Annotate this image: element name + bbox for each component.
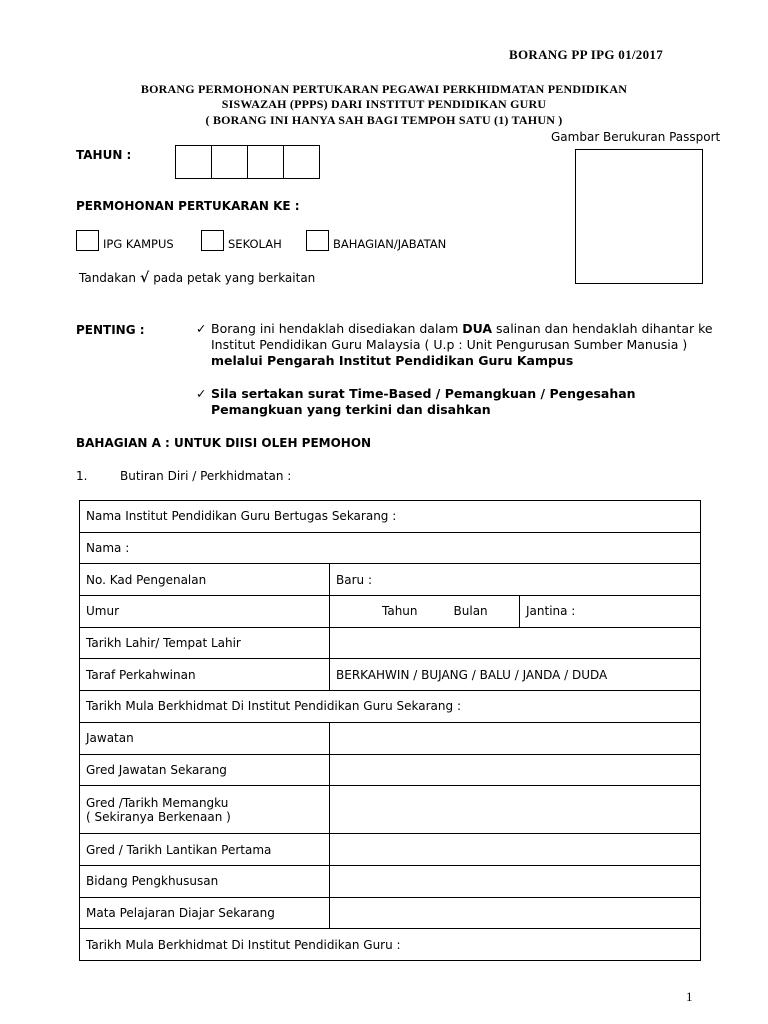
check-mark-icon: ✓	[196, 321, 207, 336]
current-ipg-field[interactable]: Nama Institut Pendidikan Guru Bertugas Sekarang :	[80, 501, 701, 533]
option-label: IPG KAMPUS	[103, 237, 174, 251]
ic-new-field[interactable]: Baru :	[330, 564, 701, 596]
transfer-destination-label: PERMOHONAN PERTUKARAN KE :	[76, 199, 300, 213]
table-row	[80, 691, 701, 723]
subject-taught-label: Mata Pelajaran Diajar Sekarang	[80, 897, 330, 929]
important-note-1	[196, 321, 716, 369]
table-row	[80, 834, 701, 866]
tick-mark-icon: √	[139, 270, 150, 286]
form-title-line-1: BORANG PERMOHONAN PERTUKARAN PEGAWAI PERKHIDMATAN PENDIDIKAN	[140, 82, 628, 96]
table-row	[80, 786, 701, 834]
dob-field[interactable]	[330, 627, 701, 659]
specialisation-label: Bidang Pengkhususan	[80, 865, 330, 897]
acting-grade-line-1: Gred /Tarikh Memangku	[86, 795, 229, 810]
dob-label: Tarikh Lahir/ Tempat Lahir	[80, 627, 330, 659]
table-row	[80, 929, 701, 961]
instruction-text-before: Tandakan	[79, 271, 136, 285]
year-digit-box[interactable]	[175, 145, 212, 179]
subject-taught-field[interactable]	[330, 897, 701, 929]
marital-label: Taraf Perkahwinan	[80, 659, 330, 691]
option-label: BAHAGIAN/JABATAN	[333, 237, 447, 251]
year-digit-box[interactable]	[211, 145, 248, 179]
personal-details-table	[79, 500, 701, 961]
option-bahagian-jabatan	[306, 230, 446, 251]
start-ipg-field[interactable]: Tarikh Mula Berkhidmat Di Institut Pendidikan Guru :	[80, 929, 701, 961]
option-ipg-kampus	[76, 230, 174, 251]
current-grade-label: Gred Jawatan Sekarang	[80, 754, 330, 786]
position-label: Jawatan	[80, 722, 330, 754]
checkbox-ipg-kampus[interactable]	[76, 230, 99, 251]
form-title-line-2: SISWAZAH (PPPS) DARI INSTITUT PENDIDIKAN GURU	[221, 97, 547, 111]
year-input-boxes	[175, 145, 320, 179]
important-label: PENTING :	[76, 323, 145, 337]
position-field[interactable]	[330, 722, 701, 754]
table-row	[80, 627, 701, 659]
age-label: Umur	[80, 596, 330, 628]
table-row	[80, 659, 701, 691]
age-years-label: Tahun	[382, 604, 418, 619]
table-row	[80, 564, 701, 596]
tick-instruction	[79, 270, 315, 286]
item-1-title: Butiran Diri / Perkhidmatan :	[120, 469, 292, 483]
first-appointment-label: Gred / Tarikh Lantikan Pertama	[80, 834, 330, 866]
option-label: SEKOLAH	[228, 237, 282, 251]
page-number: 1	[686, 989, 693, 1004]
table-row	[80, 754, 701, 786]
table-row	[80, 897, 701, 929]
table-row	[80, 501, 701, 533]
item-1-number: 1.	[76, 469, 88, 483]
year-digit-box[interactable]	[247, 145, 284, 179]
ic-label: No. Kad Pengenalan	[80, 564, 330, 596]
year-label: TAHUN :	[76, 148, 132, 162]
important-note-2	[196, 386, 676, 418]
start-current-ipg-field[interactable]: Tarikh Mula Berkhidmat Di Institut Pendidikan Guru Sekarang :	[80, 691, 701, 723]
note-2-text: Sila sertakan surat Time-Based / Pemangkuan / Pengesahan Pemangkuan yang terkini dan disahkan	[211, 386, 636, 417]
name-field[interactable]: Nama :	[80, 532, 701, 564]
age-field[interactable]	[330, 596, 520, 628]
note-1-text: Borang ini hendaklah disediakan dalam DUA salinan dan hendaklah dihantar ke Institut Pendidikan Guru Malaysia ( U.p : Unit Pengurusan Sumber Manusia ) melalui Pengarah Institut Pendidikan Guru Kampus	[211, 321, 713, 368]
instruction-text-after: pada petak yang berkaitan	[153, 271, 316, 285]
option-sekolah	[201, 230, 282, 251]
age-months-label: Bulan	[453, 604, 488, 619]
passport-photo-box[interactable]	[575, 149, 703, 284]
table-row	[80, 596, 701, 628]
table-row	[80, 722, 701, 754]
section-a-title: BAHAGIAN A : UNTUK DIISI OLEH PEMOHON	[76, 436, 372, 450]
gender-field[interactable]: Jantina :	[520, 596, 701, 628]
acting-grade-line-2: ( Sekiranya Berkenaan )	[86, 809, 231, 824]
year-digit-box[interactable]	[283, 145, 320, 179]
checkbox-bahagian-jabatan[interactable]	[306, 230, 329, 251]
first-appointment-field[interactable]	[330, 834, 701, 866]
checkbox-sekolah[interactable]	[201, 230, 224, 251]
acting-grade-label	[80, 786, 330, 834]
acting-grade-field[interactable]	[330, 786, 701, 834]
check-mark-icon: ✓	[196, 386, 207, 401]
form-code: BORANG PP IPG 01/2017	[509, 47, 663, 62]
specialisation-field[interactable]	[330, 865, 701, 897]
form-title-line-3: ( BORANG INI HANYA SAH BAGI TEMPOH SATU (1) TAHUN )	[205, 113, 563, 127]
passport-photo-label: Gambar Berukuran Passport	[551, 130, 721, 144]
marital-options[interactable]: BERKAHWIN / BUJANG / BALU / JANDA / DUDA	[330, 659, 701, 691]
current-grade-field[interactable]	[330, 754, 701, 786]
table-row	[80, 865, 701, 897]
table-row	[80, 532, 701, 564]
